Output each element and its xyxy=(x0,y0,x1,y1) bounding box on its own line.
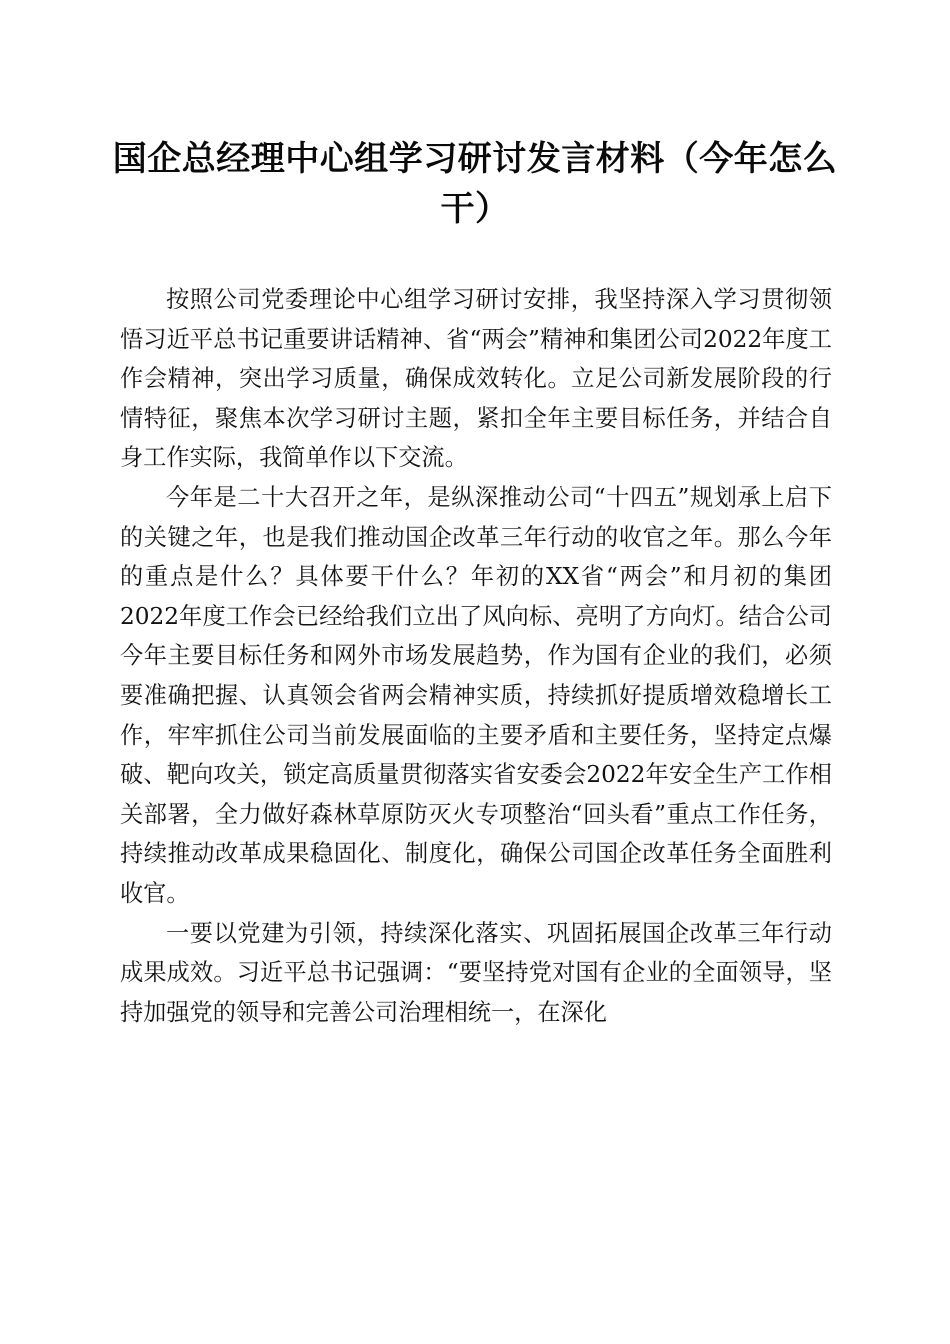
paragraph-party-building: 一要以党建为引领，持续深化落实、巩固拓展国企改革三年行动成果成效。习近平总书记强调：“要坚持党对国有企业的全面领导，坚持加强党的领导和完善公司治理相统一，在深化 xyxy=(120,919,832,1026)
paragraph-intro: 按照公司党委理论中心组学习研讨安排，我坚持深入学习贯彻领悟习近平总书记重要讲话精神、省“两会”精神和集团公司2022年度工作会精神，突出学习质量，确保成效转化。立足公司新发展阶段的行情特征，聚焦本次学习研讨主题，紧扣全年主要目标任务，并结合自身工作实际，我简单作以下交流。 xyxy=(120,286,832,472)
document-body xyxy=(120,280,832,1032)
document-title: 国企总经理中心组学习研讨发言材料（今年怎么干） xyxy=(112,139,838,229)
paragraph-key-year: 今年是二十大召开之年，是纵深推动公司“十四五”规划承上启下的关键之年，也是我们推动国企改革三年行动的收官之年。那么今年的重点是什么？具体要干什么？年初的XX省“两会”和月初的集团2022年度工作会已经给我们立出了风向标、亮明了方向灯。结合公司今年主要目标任务和网外市场发展趋势，作为国有企业的我们，必须要准确把握、认真领会省两会精神实质，持续抓好提质增效稳增长工作，牢牢抓住公司当前发展面临的主要矛盾和主要任务，坚持定点爆破、靶向攻关，锁定高质量贯彻落实省安委会2022年安全生产工作相关部署，全力做好森林草原防灭火专项整治“回头看”重点工作任务，持续推动改革成果稳固化、制度化，确保公司国企改革任务全面胜利收官。 xyxy=(120,483,832,907)
